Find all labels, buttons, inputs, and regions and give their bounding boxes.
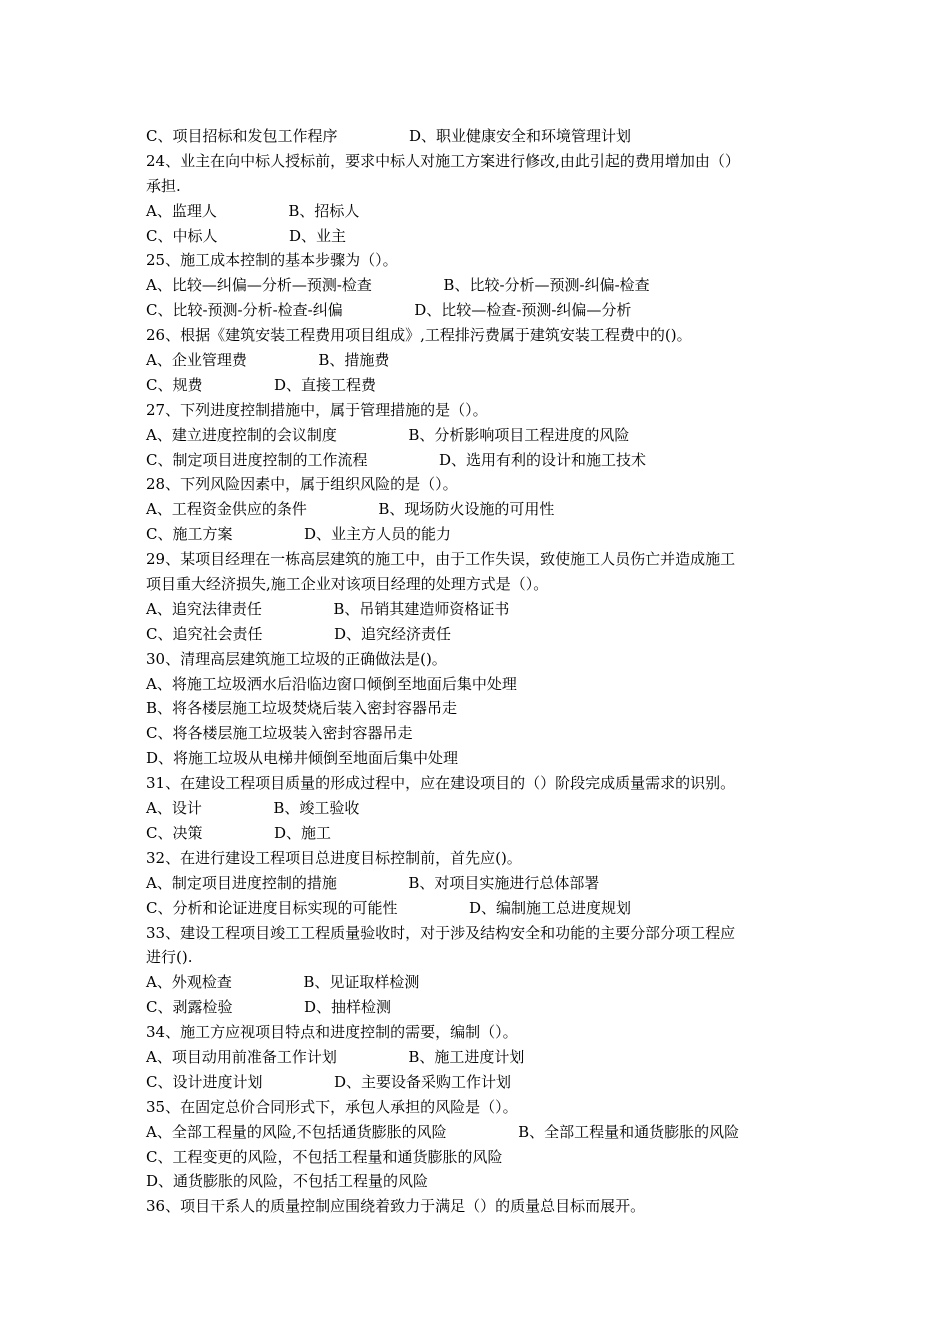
text-line: 30、清理高层建筑施工垃圾的正确做法是()。 xyxy=(146,649,447,668)
text-line: C、中标人 D、业主 xyxy=(146,226,347,245)
text-line: C、比较-预测-分析-检查-纠偏 D、比较—检查-预测-纠偏—分析 xyxy=(146,301,632,320)
text-line: C、追究社会责任 D、追究经济责任 xyxy=(146,624,452,643)
text-line: C、规费 D、直接工程费 xyxy=(146,375,377,394)
text-line: D、将施工垃圾从电梯井倾倒至地面后集中处理 xyxy=(146,749,459,768)
text-line: C、制定项目进度控制的工作流程 D、选用有利的设计和施工技术 xyxy=(146,450,647,469)
text-line: A、企业管理费 B、措施费 xyxy=(146,351,390,370)
text-line: 36、项目干系人的质量控制应围绕着致力于满足（）的质量总目标而展开。 xyxy=(146,1197,646,1216)
text-line: C、剥露检验 D、抽样检测 xyxy=(146,998,392,1017)
text-line: 35、在固定总价合同形式下，承包人承担的风险是（）。 xyxy=(146,1097,518,1116)
text-line: 32、在进行建设工程项目总进度目标控制前，首先应()。 xyxy=(146,848,522,867)
text-line: C、分析和论证进度目标实现的可能性 D、编制施工总进度规划 xyxy=(146,898,632,917)
text-line: C、决策 D、施工 xyxy=(146,823,332,842)
text-line: C、工程变更的风险，不包括工程量和通货膨胀的风险 xyxy=(146,1147,503,1166)
text-line: C、施工方案 D、业主方人员的能力 xyxy=(146,525,452,544)
text-line: 进行(). xyxy=(146,948,193,967)
document-body xyxy=(146,124,826,1219)
text-line: A、工程资金供应的条件 B、现场防火设施的可用性 xyxy=(146,500,555,519)
text-line: B、将各楼层施工垃圾焚烧后装入密封容器吊走 xyxy=(146,699,458,718)
text-line: 项目重大经济损失,施工企业对该项目经理的处理方式是（）。 xyxy=(146,575,549,594)
text-line: C、项目招标和发包工作程序 D、职业健康安全和环境管理计划 xyxy=(146,127,632,145)
text-line: A、外观检查 B、见证取样检测 xyxy=(146,973,420,992)
text-line: C、将各楼层施工垃圾装入密封容器吊走 xyxy=(146,724,413,743)
text-line: 33、建设工程项目竣工工程质量验收时，对于涉及结构安全和功能的主要分部分项工程应 xyxy=(146,923,736,942)
text-line: A、将施工垃圾洒水后沿临边窗口倾倒至地面后集中处理 xyxy=(146,674,517,693)
text-line: A、设计 B、竣工验收 xyxy=(146,799,360,818)
text-line: A、全部工程量的风险,不包括通货膨胀的风险 B、全部工程量和通货膨胀的风险 xyxy=(146,1122,740,1141)
text-line: A、制定项目进度控制的措施 B、对项目实施进行总体部署 xyxy=(146,873,600,892)
text-line: D、通货膨胀的风险，不包括工程量的风险 xyxy=(146,1172,429,1191)
text-line: 28、下列风险因素中，属于组织风险的是（）。 xyxy=(146,475,458,494)
text-line: 24、业主在向中标人授标前，要求中标人对施工方案进行修改,由此引起的费用增加由（） xyxy=(146,151,740,170)
text-line: 34、施工方应视项目特点和进度控制的需要，编制（）。 xyxy=(146,1023,518,1042)
text-line: A、比较—纠偏—分析—预测-检查 B、比较-分析—预测-纠偏-检查 xyxy=(146,276,650,295)
text-line: 26、根据《建筑安装工程费用项目组成》,工程排污费属于建筑安装工程费中的()。 xyxy=(146,326,692,345)
text-line: 27、下列进度控制措施中，属于管理措施的是（）。 xyxy=(146,400,488,419)
text-line: A、监理人 B、招标人 xyxy=(146,201,360,220)
text-line: 31、在建设工程项目质量的形成过程中，应在建设项目的（）阶段完成质量需求的识别。 xyxy=(146,774,736,793)
text-line: C、设计进度计划 D、主要设备采购工作计划 xyxy=(146,1072,512,1091)
text-line: A、项目动用前准备工作计划 B、施工进度计划 xyxy=(146,1047,525,1066)
text-line: 29、某项目经理在一栋高层建筑的施工中，由于工作失误，致使施工人员伤亡并造成施工 xyxy=(146,550,736,569)
text-line: 承担. xyxy=(146,176,181,195)
text-line: 25、施工成本控制的基本步骤为（）。 xyxy=(146,251,398,270)
text-line: A、建立进度控制的会议制度 B、分析影响项目工程进度的风险 xyxy=(146,425,630,444)
text-line: A、追究法律责任 B、吊销其建造师资格证书 xyxy=(146,599,510,618)
